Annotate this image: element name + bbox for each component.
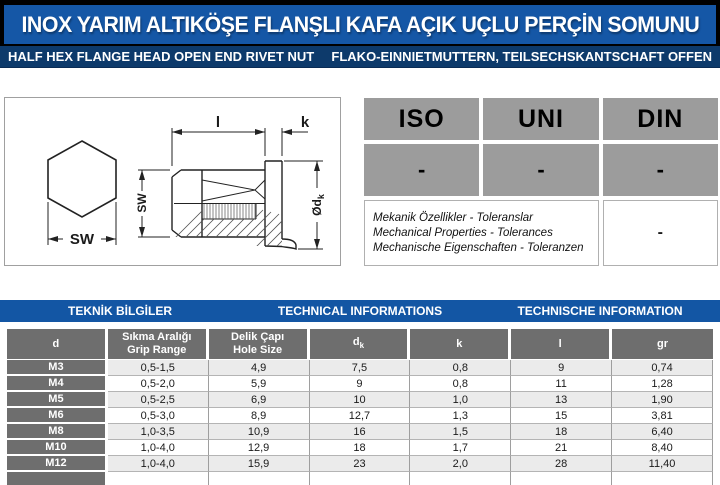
table-row xyxy=(7,360,713,376)
cell-grip: 0,5-2,0 xyxy=(108,376,209,392)
cell-grip xyxy=(108,472,209,485)
cell-size: M3 xyxy=(7,360,108,376)
mech-line-english: Mechanical Properties - Tolerances xyxy=(373,226,553,239)
cell-gr: 0,74 xyxy=(612,360,713,376)
cell-l: 11 xyxy=(511,376,612,392)
table-row xyxy=(7,392,713,408)
cell-size: M4 xyxy=(7,376,108,392)
col-header-dk: $d_k$ xyxy=(310,329,411,360)
table-row xyxy=(7,456,713,472)
cell-l: 15 xyxy=(511,408,612,424)
cell-l: 18 xyxy=(511,424,612,440)
section-hatch xyxy=(165,198,311,265)
cell-size: M5 xyxy=(7,392,108,408)
cell-gr: 6,40 xyxy=(612,424,713,440)
technical-info-band xyxy=(0,300,720,322)
mech-line-german: Mechanische Eigenschaften - Toleranzen xyxy=(373,241,584,254)
col-header-hole-size: Delik Çapı Hole Size xyxy=(209,329,310,360)
cell-grip: 1,0-4,0 xyxy=(108,440,209,456)
rivet-nut-drawing xyxy=(5,98,340,265)
cell-l: 28 xyxy=(511,456,612,472)
cell-k: 1,7 xyxy=(410,440,511,456)
cell-hole: 15,9 xyxy=(209,456,310,472)
cell-hole: 5,9 xyxy=(209,376,310,392)
cell-grip: 0,5-3,0 xyxy=(108,408,209,424)
cell-gr xyxy=(612,472,713,485)
k-label: k xyxy=(300,114,310,131)
flange-outline xyxy=(265,161,296,249)
cell-hole: 4,9 xyxy=(209,360,310,376)
cell-size: M6 xyxy=(7,408,108,424)
cell-k: 0,8 xyxy=(410,376,511,392)
cell-dk: 16 xyxy=(310,424,411,440)
cavity-lines xyxy=(174,180,265,219)
table-header-row xyxy=(7,329,713,360)
cell-k: 1,0 xyxy=(410,392,511,408)
mechanical-properties-cell xyxy=(364,200,599,266)
cell-l: 13 xyxy=(511,392,612,408)
info-band-english: TECHNICAL INFORMATIONS xyxy=(277,304,443,318)
cell-size: M8 xyxy=(7,424,108,440)
cell-dk: 23 xyxy=(310,456,411,472)
cell-l: 21 xyxy=(511,440,612,456)
cell-size xyxy=(7,472,108,485)
cell-dk: 12,7 xyxy=(310,408,411,424)
table-row xyxy=(7,424,713,440)
table-row-empty xyxy=(7,472,713,485)
cell-k: 1,3 xyxy=(410,408,511,424)
cell-hole: 12,9 xyxy=(209,440,310,456)
dk-label: $Ød_k$ xyxy=(310,194,326,216)
standards-value-uni: - xyxy=(483,144,598,196)
standards-header-iso: ISO xyxy=(364,98,479,140)
subtitle-bar xyxy=(0,46,720,68)
l-dimension xyxy=(172,128,265,166)
col-header-l: l xyxy=(511,329,612,360)
l-label: l xyxy=(215,114,221,131)
sw-side-label: SW xyxy=(135,193,149,213)
cell-l: 9 xyxy=(511,360,612,376)
cell-grip: 1,0-3,5 xyxy=(108,424,209,440)
subtitle-english: HALF HEX FLANGE HEAD OPEN END RIVET NUT xyxy=(8,49,315,64)
col-header-grip-range: Sıkma Aralığı Grip Range xyxy=(108,329,209,360)
cell-dk: 7,5 xyxy=(310,360,411,376)
info-band-turkish: TEKNİK BİLGİLER xyxy=(68,304,172,318)
technical-drawing-panel xyxy=(4,97,341,266)
cell-hole: 6,9 xyxy=(209,392,310,408)
mech-line-turkish: Mekanik Özellikler - Toleranslar xyxy=(373,211,533,224)
standards-value-iso: - xyxy=(364,144,479,196)
dimension-table-wrap xyxy=(7,329,713,485)
col-header-gr: gr xyxy=(612,329,713,360)
hexagon-front-view xyxy=(48,141,116,217)
cell-dk: 18 xyxy=(310,440,411,456)
cell-k xyxy=(410,472,511,485)
cell-gr: 8,40 xyxy=(612,440,713,456)
cell-k: 2,0 xyxy=(410,456,511,472)
cell-gr: 3,81 xyxy=(612,408,713,424)
cell-hole: 8,9 xyxy=(209,408,310,424)
cell-grip: 1,0-4,0 xyxy=(108,456,209,472)
cell-gr: 1,90 xyxy=(612,392,713,408)
info-band-german: TECHNISCHE INFORMATION xyxy=(517,304,683,318)
cell-dk xyxy=(310,472,411,485)
title-bar xyxy=(0,0,720,46)
cell-hole: 10,9 xyxy=(209,424,310,440)
cell-gr: 1,28 xyxy=(612,376,713,392)
cell-dk: 9 xyxy=(310,376,411,392)
cell-grip: 0,5-2,5 xyxy=(108,392,209,408)
mechanical-properties-value: - xyxy=(603,200,718,266)
standards-table xyxy=(364,98,718,266)
subtitle-german: FLAKO-EINNIETMUTTERN, TEILSECHSKANTSCHAFT OFFEN xyxy=(331,49,712,64)
page-title: INOX YARIM ALTIKÖŞE FLANŞLI KAFA AÇIK UÇLU PERÇİN SOMUNU xyxy=(21,11,699,37)
thread-hatch xyxy=(204,204,255,219)
dimension-table xyxy=(7,329,713,485)
cell-hole xyxy=(209,472,310,485)
cell-k: 1,5 xyxy=(410,424,511,440)
cell-size: M12 xyxy=(7,456,108,472)
cell-grip: 0,5-1,5 xyxy=(108,360,209,376)
cell-l xyxy=(511,472,612,485)
standards-value-din: - xyxy=(603,144,718,196)
table-row xyxy=(7,408,713,424)
col-header-k: k xyxy=(410,329,511,360)
table-row xyxy=(7,440,713,456)
cell-gr: 11,40 xyxy=(612,456,713,472)
table-row xyxy=(7,376,713,392)
cell-size: M10 xyxy=(7,440,108,456)
cell-dk: 10 xyxy=(310,392,411,408)
cell-k: 0,8 xyxy=(410,360,511,376)
col-header-d: d xyxy=(7,329,108,360)
standards-header-din: DIN xyxy=(603,98,718,140)
standards-header-uni: UNI xyxy=(483,98,598,140)
sw-front-label: SW xyxy=(69,231,95,248)
